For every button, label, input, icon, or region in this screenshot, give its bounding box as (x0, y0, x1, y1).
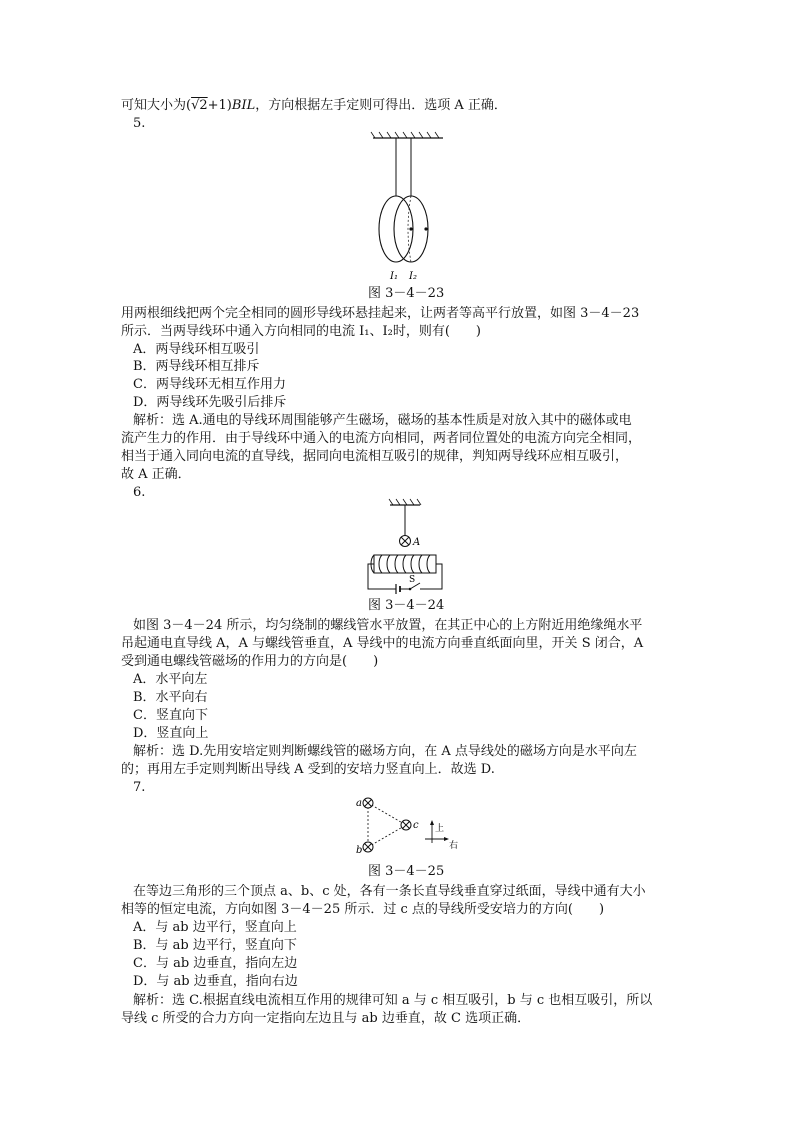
q4-tail-bil: BIL (231, 98, 256, 113)
q7-label-b: b (356, 845, 363, 856)
q4-tail-sqrt: √2 (191, 98, 208, 113)
q4-tail-prefix: 可知大小为( (121, 98, 192, 113)
q5-option-d: D．两导线环先吸引后排斥 (133, 395, 287, 410)
q7-label-up: 上 (435, 824, 445, 834)
q4-tail-line (121, 97, 507, 114)
q7-analysis-line1: 解析：选 C.根据直线电流相互作用的规律可知 a 与 c 相互吸引，b 与 c 也相互吸引，所以 (133, 993, 653, 1008)
q6-figure-solenoid (360, 497, 450, 597)
q7-stem-line2: 相等的恒定电流，方向如图 3－4－25 所示．过 c 点的导线所受安培力的方向( ) (121, 902, 605, 917)
q7-option-b: B．与 ab 边平行，竖直向下 (133, 938, 297, 953)
q7-option-c: C．与 ab 边垂直，指向左边 (133, 956, 298, 971)
q5-label-i1: I₁ (390, 271, 398, 282)
q6-stem-line3: 受到通电螺线管磁场的作用力的方向是( ) (121, 654, 379, 669)
q5-stem-line1: 用两根细线把两个完全相同的圆形导线环悬挂起来，让两者等高平行放置，如图 3－4－23 (121, 306, 640, 321)
q7-stem-line1: 在等边三角形的三个顶点 a、b、c 处，各有一条长直导线垂直穿过纸面，导线中通有大小 (133, 884, 646, 899)
q6-option-b: B．水平向右 (133, 690, 208, 705)
q6-analysis-line2: 的；再用左手定则判断出导线 A 受到的安培力竖直向上．故选 D. (121, 762, 495, 777)
q6-label-s: S (409, 575, 416, 585)
q7-number: 7. (133, 780, 146, 795)
q6-stem-line1: 如图 3－4－24 所示，均匀绕制的螺线管水平放置，在其正中心的上方附近用绝缘绳水平 (133, 618, 643, 633)
q7-option-a: A．与 ab 边平行，竖直向上 (133, 920, 297, 935)
q6-label-a: A (413, 537, 421, 548)
q4-tail-suffix: ，方向根据左手定则可得出．选项 A 正确． (255, 98, 507, 113)
q5-option-b: B．两导线环相互排斥 (133, 359, 260, 374)
q5-option-a: A．两导线环相互吸引 (133, 342, 260, 357)
q5-analysis-line2: 流产生力的作用．由于导线环中通入的电流方向相同，两者同位置处的电流方向完全相同， (121, 431, 642, 446)
q7-label-right: 右 (449, 841, 459, 851)
q5-number: 5. (133, 116, 146, 131)
q7-label-c: c (413, 820, 419, 831)
q5-label-i2: I₂ (409, 271, 417, 282)
q6-option-d: D．竖直向上 (133, 726, 209, 741)
q7-figure-caption: 图 3－4－25 (368, 864, 445, 879)
q5-figure-two-rings (365, 130, 450, 285)
q5-analysis-line3: 相当于通入同向电流的直导线，据同向电流相互吸引的规律，判知两导线环应相互吸引， (121, 449, 629, 464)
q7-analysis-line2: 导线 c 所受的合力方向一定指向左边且与 ab 边垂直，故 C 选项正确． (121, 1011, 531, 1026)
q6-option-a: A．水平向左 (133, 672, 208, 687)
q6-number: 6. (133, 485, 146, 500)
q6-option-c: C．竖直向下 (133, 708, 208, 723)
q5-option-c: C．两导线环无相互作用力 (133, 377, 286, 392)
q5-analysis-line4: 故 A 正确． (121, 467, 191, 482)
q6-figure-caption: 图 3－4－24 (368, 598, 445, 613)
q7-label-a: a (356, 798, 362, 809)
q6-analysis-line1: 解析：选 D.先用安培定则判断螺线管的磁场方向，在 A 点导线处的磁场方向是水平向左 (133, 744, 637, 759)
q5-stem-line2: 所示．当两导线环中通入方向相同的电流 I₁、I₂时，则有( ) (121, 324, 481, 339)
q7-option-d: D．与 ab 边垂直，指向右边 (133, 974, 298, 989)
q4-tail-mid: +1) (207, 98, 232, 113)
q7-figure-triangle (352, 793, 462, 859)
q5-figure-caption: 图 3－4－23 (368, 286, 445, 301)
q5-analysis-line1: 解析：选 A.通电的导线环周围能够产生磁场，磁场的基本性质是对放入其中的磁体或电 (133, 413, 632, 428)
q6-stem-line2: 吊起通电直导线 A，A 与螺线管垂直，A 导线中的电流方向垂直纸面向里，开关 S 闭合，A (121, 636, 644, 651)
